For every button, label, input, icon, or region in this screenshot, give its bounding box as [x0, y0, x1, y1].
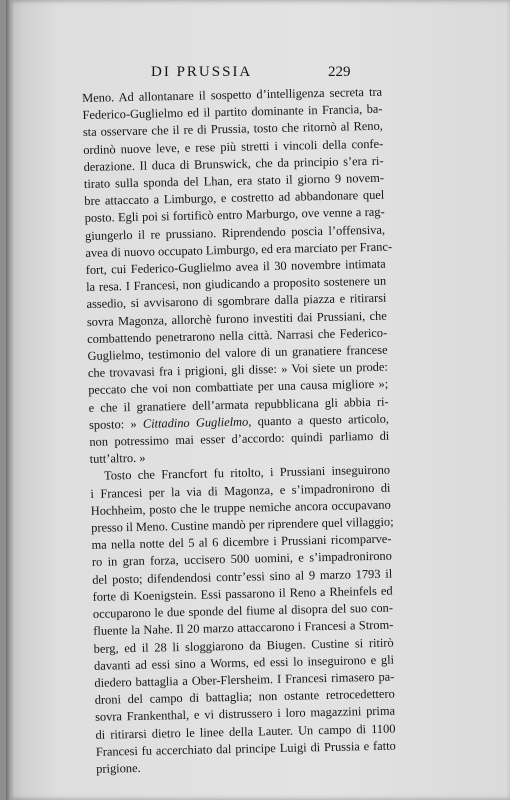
body-text: [82, 84, 396, 778]
text-line: ro in gran forza, uccisero 500 uomini, e s’impadronirono: [91, 549, 392, 570]
text-line: davanti ad essi sino a Worms, ed essi lo inseguirono e gli: [93, 652, 395, 673]
text-line: del posto; difendendosi contr’essi sino al 9 marzo 1793 il: [92, 566, 393, 587]
text-line: assedio, si avvisarono di sgombrare dalla piazza e ritirarsi: [86, 291, 387, 312]
text-line: Meno. Ad allontanare il sospetto d’intelligenza secreta tra: [82, 84, 383, 105]
text-line: ma nella notte del 5 al 6 dicembre i Prussiani ricomparve-: [91, 531, 392, 553]
paragraph: [82, 84, 393, 469]
text-line: posto. Egli poi si fortificò entro Marburgo, ove venne a rag-: [84, 205, 385, 226]
text-line: la resa. I Francesi, non giudicando a proposito sostenere un: [85, 273, 387, 295]
text-line: fluente la Nahe. Il 20 marzo attaccarono i Francesi a Strom-: [93, 617, 394, 639]
book-page: [6, 0, 510, 800]
text-line: sovra Frankenthal, e vi distrussero i loro magazzini prima: [94, 703, 396, 725]
running-title: DI PRUSSIA: [151, 64, 253, 80]
text-line: diedero battaglia a Ober-Flersheim. I Francesi rimasero pa-: [94, 669, 395, 690]
text-line: sta osservare che il re di Prussia, tosto che ritornò al Reno,: [82, 119, 383, 140]
text-line: combattendo penetrarono nella città. Narrasi che Federico-: [87, 325, 388, 346]
text-line: che trovavasi fra i prigioni, gli disse: » Voi siete un prode:: [87, 359, 389, 381]
text-line: non potressimo mai esser d’accordo: quindi parliamo di: [89, 428, 390, 449]
text-line: Federico-Guglielmo ed il partito dominante in Francia, ba-: [82, 101, 383, 123]
page-header: [6, 64, 510, 86]
text-line: Francesi fu accerchiato dal principe Luigi di Prussia e fatto: [95, 738, 396, 759]
text-line: sovra Magonza, allorchè furono investiti dai Prussiani, che: [86, 308, 387, 329]
text-line: i Francesi per la via di Magonza, e s’impadronirono di: [90, 480, 391, 501]
text-line: ordinò nuove leve, e rese più stretti i vincoli della confe-: [83, 136, 384, 157]
text-line: berg, ed il 28 li sloggiarono da Biugen. Custine si ritirò: [93, 635, 394, 656]
text-line: Tosto che Francfort fu ritolto, i Prussiani inseguirono: [103, 463, 391, 484]
text-line: forte di Koenigstein. Essi passarono il Reno a Rheinfels ed: [92, 583, 393, 604]
text-line: di ritirarsi dietro le linee della Lauter. Un campo di 1100: [95, 721, 396, 742]
text-line: giungerlo il re prussiano. Riprendendo poscia l’offensiva,: [84, 222, 386, 243]
text-line: Hochheim, posto che le truppe nemiche ancora occupavano: [90, 497, 391, 518]
text-line: e che il granatiere dell’armata repubblicana gli abbia ri-: [88, 394, 389, 415]
paragraph: [90, 462, 396, 778]
text-line: droni del campo di battaglia; non ostante retrocedettero: [94, 686, 395, 707]
italic-name: Cittadino Guglielmo: [142, 414, 249, 431]
text-line: Guglielmo, testimonio del valore di un granatiere francese: [87, 342, 388, 363]
text-line: presso il Meno. Custine mandò per riprendere quel villaggio;: [91, 514, 394, 535]
text-line: avea di nuovo occupato Limburgo, ed era marciato per Franc-: [85, 239, 393, 260]
text-line: fort, cui Federico-Guglielmo avea il 30 novembre intimata: [85, 256, 386, 277]
text-line: tirato sulla sponda del Lhan, era stato il giorno 9 novem-: [83, 170, 385, 191]
page-number: 229: [328, 64, 351, 80]
text-line: derazione. Il duca di Brunswick, che da principio s’era ri-: [83, 153, 384, 174]
binding-shadow: [6, 0, 14, 800]
text-line: tutt’altro. »: [89, 451, 146, 467]
text-line: bre attaccato a Limburgo, e costretto ad abbandonare quel: [84, 187, 385, 209]
text-line: prigione.: [96, 760, 141, 776]
text-line: sposto: » Cittadino Guglielmo, quanto a questo articolo,: [88, 411, 390, 432]
text-line: occuparono le due sponde del fiume al disopra del suo con-: [92, 600, 394, 621]
text-line: peccato che voi non combattiate per una causa migliore »;: [88, 377, 389, 398]
